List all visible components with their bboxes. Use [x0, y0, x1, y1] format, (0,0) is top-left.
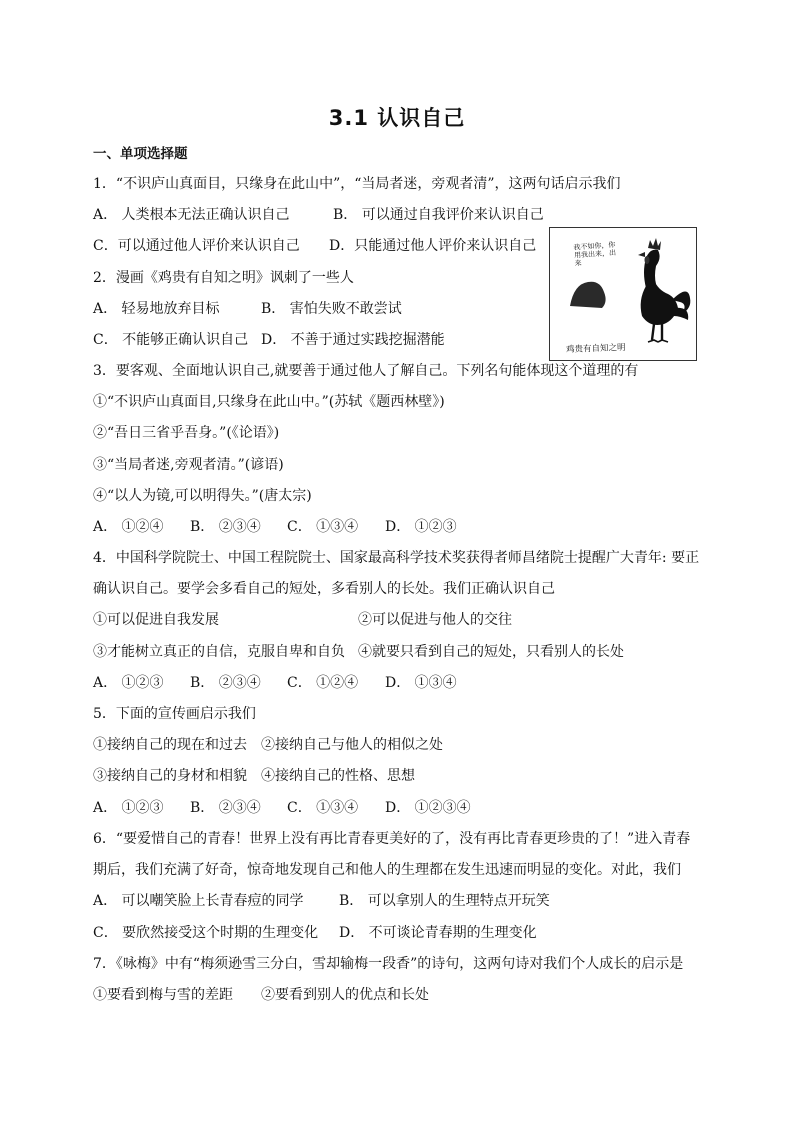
q1-options-cd: [93, 236, 537, 256]
q2-options-ab: [93, 299, 402, 319]
q6-option-c: C． 要欣然接受这个时期的生理变化: [93, 925, 319, 941]
q4-item-3: ③才能树立真正的自信，克服自卑和自负: [93, 644, 345, 660]
q3-option-c: C． ①③④: [287, 519, 359, 535]
q3-option-a: A． ①②④: [93, 519, 164, 535]
q4-stem-line1: 4．中国科学院院士、中国工程院院士、国家最高科学技术奖获得者师昌绪院士提醒广大青年: 要正: [93, 550, 700, 566]
q3-option-d: D． ①②③: [385, 519, 457, 535]
q4-option-a: A． ①②③: [93, 675, 164, 691]
cartoon-rooster-image: [549, 227, 697, 361]
q5-item-3: ③接纳自己的身材和相貌: [93, 768, 247, 784]
q4-item-2: ②可以促进与他人的交往: [358, 612, 512, 628]
q6-option-a: A． 可以嘲笑脸上长青春痘的同学: [93, 893, 304, 909]
q2-option-a: A． 轻易地放弃目标: [93, 301, 220, 317]
q1-options-ab: [93, 205, 544, 225]
q6-options-cd: [93, 923, 537, 943]
q1-option-c: C．可以通过他人评价来认识自己: [93, 238, 300, 254]
q4-items-34: [93, 642, 624, 662]
q1-option-b: B． 可以通过自我评价来认识自己: [333, 207, 544, 223]
q4-stem-line2: 确认识自己。要学会多看自己的短处，多看别人的长处。我们正确认识自己: [93, 581, 555, 597]
q5-item-4: ④接纳自己的性格、思想: [261, 768, 415, 784]
q2-option-b: B． 害怕失败不敢尝试: [261, 301, 402, 317]
q5-item-2: ②接纳自己与他人的相似之处: [261, 737, 443, 753]
q4-items-12: [93, 610, 512, 630]
q7-item-2: ②要看到别人的优点和长处: [261, 987, 429, 1003]
q5-items-12: [93, 735, 443, 755]
cartoon-caption: 鸡贵有自知之明: [565, 342, 626, 356]
q3-stem: 3．要客观、全面地认识自己,就要善于通过他人了解自己。下列名句能体现这个道理的有: [93, 363, 639, 379]
q3-item-1: ①“不识庐山真面目,只缘身在此山中。”(苏轼《题西林壁》): [93, 394, 445, 410]
q5-option-d: D． ①②③④: [385, 800, 471, 816]
cartoon-speech-scribble: 我不如你，你用我出来，出来: [573, 240, 617, 268]
q5-options: [93, 798, 471, 818]
q5-option-a: A． ①②③: [93, 800, 164, 816]
q6-option-d: D． 不可谈论青春期的生理变化: [339, 925, 537, 941]
q2-options-cd: [93, 330, 445, 350]
q3-options: [93, 517, 457, 537]
q6-options-ab: [93, 891, 550, 911]
q4-item-4: ④就要只看到自己的短处，只看别人的长处: [358, 644, 624, 660]
page-title: 3.1 认识自己: [328, 106, 466, 130]
q4-option-b: B． ②③④: [190, 675, 261, 691]
q4-item-1: ①可以促进自我发展: [93, 612, 219, 628]
q6-stem-line1: 6．“要爱惜自己的青春！世界上没有再比青春更美好的了，没有再比青春更珍贵的了！”进入青春: [93, 831, 691, 847]
q7-stem: 7．《咏梅》中有“梅须逊雪三分白，雪却输梅一段香”的诗句，这两句诗对我们个人成长的启示是: [93, 956, 684, 972]
q1-option-a: A． 人类根本无法正确认识自己: [93, 207, 290, 223]
q5-item-1: ①接纳自己的现在和过去: [93, 737, 247, 753]
q7-items-12: [93, 985, 429, 1005]
q7-item-1: ①要看到梅与雪的差距: [93, 987, 233, 1003]
q1-stem: 1．“不识庐山真面目，只缘身在此山中”，“当局者迷，旁观者清”，这两句话启示我们: [93, 176, 621, 192]
q6-option-b: B． 可以拿别人的生理特点开玩笑: [339, 893, 550, 909]
q3-item-2: ②“吾日三省乎吾身。”(《论语》): [93, 425, 280, 441]
q4-option-c: C． ①②④: [287, 675, 359, 691]
q5-items-34: [93, 766, 415, 786]
q3-item-4: ④“以人为镜,可以明得失。”(唐太宗): [93, 488, 312, 504]
q6-stem-line2: 期后，我们充满了好奇，惊奇地发现自己和他人的生理都在发生迅速而明显的变化。对此，我们: [93, 862, 681, 878]
q5-option-b: B． ②③④: [190, 800, 261, 816]
q2-option-c: C． 不能够正确认识自己: [93, 332, 249, 348]
q2-option-d: D． 不善于通过实践挖掘潜能: [261, 332, 445, 348]
q2-stem: 2．漫画《鸡贵有自知之明》讽刺了一些人: [93, 270, 354, 286]
q4-option-d: D． ①③④: [385, 675, 457, 691]
q5-stem: 5．下面的宣传画启示我们: [93, 706, 256, 722]
q5-option-c: C． ①③④: [287, 800, 359, 816]
section-heading: 一、单项选择题: [93, 146, 188, 162]
q1-option-d: D．只能通过他人评价来认识自己: [329, 238, 537, 254]
q4-options: [93, 673, 457, 693]
q3-item-3: ③“当局者迷,旁观者清。”(谚语): [93, 457, 284, 473]
q3-option-b: B． ②③④: [190, 519, 261, 535]
